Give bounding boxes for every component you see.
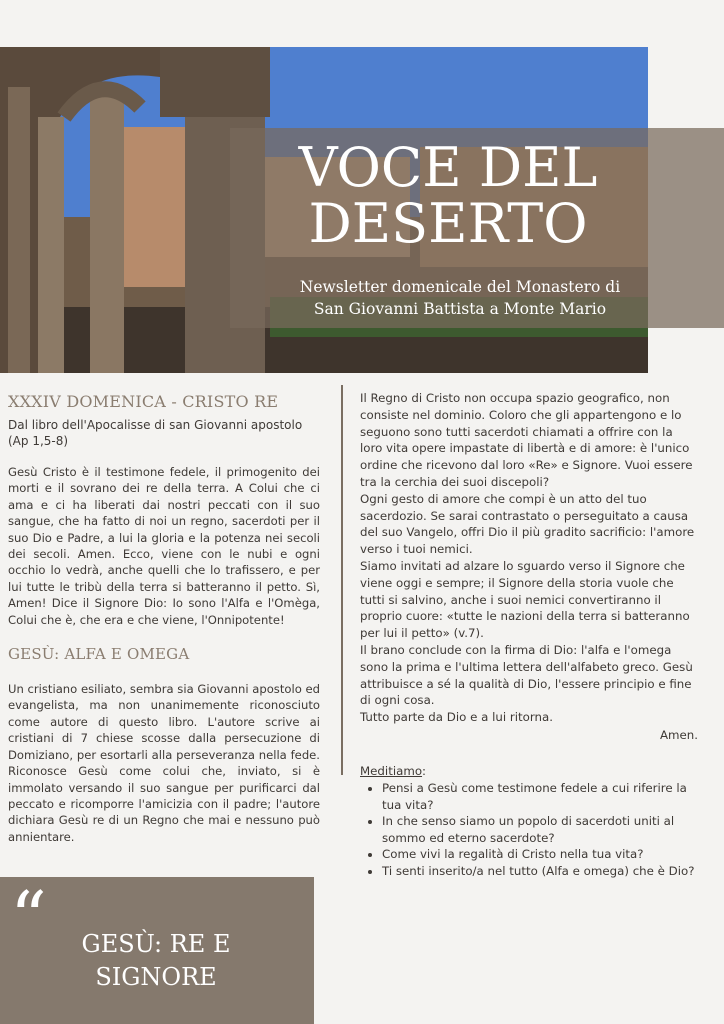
newsletter-subtitle: [262, 276, 658, 320]
newsletter-title: VOCE DEL DESERTO: [298, 136, 598, 255]
commentary-text: Un cristiano esiliato, sembra sia Giovanni apostolo ed evangelista, ma non unanimemente riconosciuto come autore di questo libro. L'autore scrive ai cristiani di 7 chiese scosse dalla persecuzione di Domiziano, per esortarli alla perseveranza nella fede. Riconosce Gesù come colui che, inviato, si è immolato versando il suo sangue per purificarci dal peccato e ricomporre l'amicizia con il padre; l'autore dichiara Gesù re di un Regno che mai e nessuno può annientare.: [8, 682, 320, 844]
amen-text: Amen.: [659, 727, 698, 742]
list-item: • In che senso siamo un popolo di sacerdoti uniti al sommo ed eterno sacerdote?: [382, 813, 698, 846]
paragraph-sguardo: Siamo invitati ad alzare lo sguardo verso il Signore che viene oggi e sempre; il Signore della storia vuole che tutti si salvino, anche i suoi nemici convertiranno il proprio cuore: «tutte le nazioni della terra si batteranno per lui il petto» (v.7).: [360, 558, 690, 641]
left-column: [8, 392, 320, 845]
list-item: • Come vivi la regalità di Cristo nella tua vita?: [382, 846, 698, 863]
meditiamo-label: Meditiamo: [360, 763, 423, 778]
right-column: [360, 390, 698, 880]
section-heading-alfa-omega: GESÙ: ALFA E OMEGA: [8, 645, 190, 664]
meditiamo-heading: [360, 764, 698, 778]
paragraph-firma: Il brano conclude con la firma di Dio: l'alfa e l'omega sono la prima e l'ultima lettera dell'alfabeto greco. Gesù attribuisce a sé la qualità di Dio, l'essere principio e fine di ogni cosa.: [360, 642, 693, 708]
subtitle-line-2: San Giovanni Battista a Monte Mario: [313, 300, 607, 318]
sunday-heading: XXXIV DOMENICA - CRISTO RE: [8, 392, 279, 411]
quote-mark-icon: “: [10, 876, 47, 960]
reading-reference: Dal libro dell'Apocalisse di san Giovanni apostolo (Ap 1,5-8): [8, 418, 303, 448]
meditation-questions: [360, 780, 698, 880]
list-item: • Ti senti inserito/a nel tutto (Alfa e omega) che è Dio?: [382, 863, 698, 880]
subtitle-line-1: Newsletter domenicale del Monastero di: [299, 278, 621, 296]
paragraph-gesto: Ogni gesto di amore che compi è un atto del tuo sacerdozio. Se sarai contrastato o perseguitato a causa del suo Vangelo, offri Dio il più gradito sacrificio: l'amore verso i tuoi nemici.: [360, 491, 695, 557]
column-divider: [341, 385, 343, 775]
list-item: • Pensi a Gesù come testimone fedele a cui riferire la tua vita?: [382, 780, 698, 813]
quote-text: GESÙ: RE E SIGNORE: [81, 930, 231, 991]
paragraph-regno: Il Regno di Cristo non occupa spazio geografico, non consiste nel dominio. Coloro che gli appartengono e lo seguono sono tutti sacerdoti chiamati a offrire con la loro vita opere impastate di libertà e di amore: è l'unico ordine che ricevono dal loro «Re» e Signore. Vuoi essere tra la cerchia dei suoi discepoli?: [360, 391, 693, 489]
reading-text: Gesù Cristo è il testimone fedele, il primogenito dei morti e il sovrano dei re della terra. A Colui che ci ama e ci ha liberati dai nostri peccati con il suo sangue, che ha fatto di noi un regno, sacerdoti per il suo Dio e Padre, a lui la gloria e la potenza nei secoli dei secoli. Amen. Ecco, viene con le nubi e ogni occhio lo vedrà, anche quelli che lo trafissero, e per lui tutte le tribù della terra si batteranno il petto. Sì, Amen! Dice il Signore Dio: Io sono l'Alfa e l'Omèga, Colui che è, che era e che viene, l'Onnipotente!: [8, 465, 320, 627]
meditiamo-colon: :: [422, 763, 427, 778]
paragraph-tutto: Tutto parte da Dio e a lui ritorna.: [360, 710, 553, 725]
